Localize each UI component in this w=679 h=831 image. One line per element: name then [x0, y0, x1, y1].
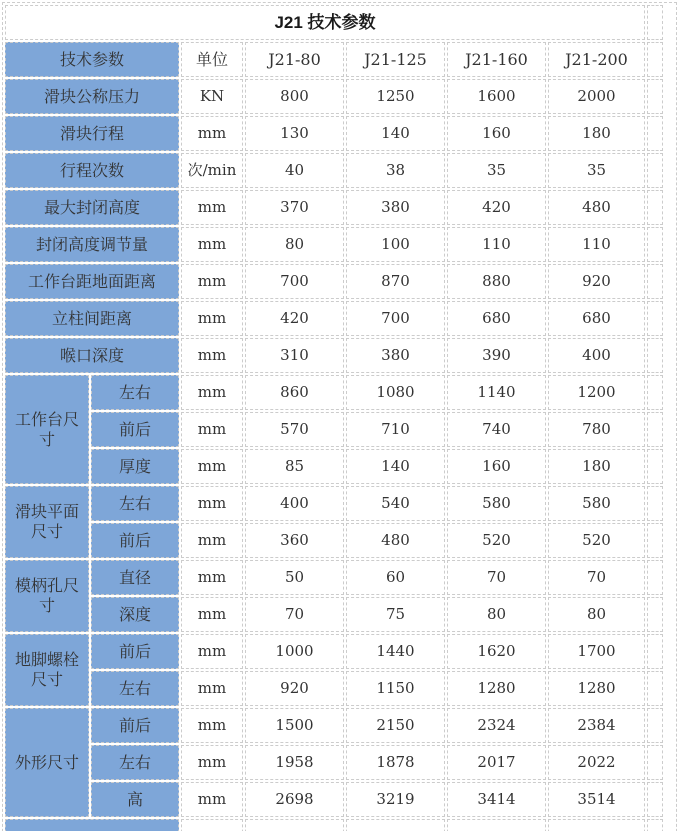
table-row — [5, 338, 663, 373]
value-cell: 480 — [548, 190, 645, 225]
value-cell: 1280 — [447, 671, 546, 706]
sub-label-cell: 左右 — [91, 671, 179, 706]
value-cell: 180 — [548, 116, 645, 151]
value-cell: 100 — [346, 227, 445, 262]
unit-cell: mm — [181, 412, 243, 447]
value-cell — [245, 819, 344, 831]
value-cell: 3414 — [447, 782, 546, 817]
spacer-cell — [647, 745, 663, 780]
param-label-cell: 封闭高度调节量 — [5, 227, 179, 262]
value-cell: 80 — [447, 597, 546, 632]
unit-cell: mm — [181, 597, 243, 632]
value-cell: 920 — [245, 671, 344, 706]
spacer-cell — [647, 449, 663, 484]
table-row — [5, 227, 663, 262]
table-row — [5, 708, 663, 743]
page-title: J21 技术参数 — [5, 5, 645, 40]
table-row — [5, 560, 663, 595]
unit-cell: mm — [181, 486, 243, 521]
value-cell: 35 — [548, 153, 645, 188]
value-cell: 160 — [447, 449, 546, 484]
unit-cell: KN — [181, 79, 243, 114]
sub-label-cell: 前后 — [91, 412, 179, 447]
value-cell: 390 — [447, 338, 546, 373]
unit-cell: mm — [181, 190, 243, 225]
header-model-cell: J21-80 — [245, 42, 344, 77]
value-cell: 60 — [346, 560, 445, 595]
unit-cell: mm — [181, 264, 243, 299]
table-row — [5, 190, 663, 225]
spacer-cell — [647, 190, 663, 225]
value-cell: 75 — [346, 597, 445, 632]
value-cell: 400 — [548, 338, 645, 373]
param-label-cell: 立柱间距离 — [5, 301, 179, 336]
spacer-cell — [647, 79, 663, 114]
sub-label-cell: 厚度 — [91, 449, 179, 484]
param-label-cell: 滑块公称压力 — [5, 79, 179, 114]
value-cell: 360 — [245, 523, 344, 558]
table-row — [5, 782, 663, 817]
sub-label-cell: 左右 — [91, 486, 179, 521]
unit-cell: mm — [181, 708, 243, 743]
value-cell: 370 — [245, 190, 344, 225]
value-cell: 38 — [346, 153, 445, 188]
table-row — [5, 634, 663, 669]
table-row — [5, 153, 663, 188]
value-cell: 1600 — [447, 79, 546, 114]
value-cell: 2150 — [346, 708, 445, 743]
spacer-cell — [647, 634, 663, 669]
value-cell: 740 — [447, 412, 546, 447]
group-label-cell: 滑块平面尺寸 — [5, 486, 89, 558]
unit-cell: mm — [181, 375, 243, 410]
unit-cell: mm — [181, 301, 243, 336]
table-row — [5, 412, 663, 447]
group-label-cell: 模柄孔尺寸 — [5, 560, 89, 632]
value-cell: 380 — [346, 338, 445, 373]
partial-label-cell — [5, 819, 179, 831]
unit-cell: mm — [181, 116, 243, 151]
value-cell: 570 — [245, 412, 344, 447]
sub-label-cell: 前后 — [91, 523, 179, 558]
spacer-cell — [647, 116, 663, 151]
param-label-cell: 工作台距地面距离 — [5, 264, 179, 299]
spec-table — [3, 3, 665, 831]
value-cell — [346, 819, 445, 831]
value-cell: 140 — [346, 449, 445, 484]
header-model-cell: J21-125 — [346, 42, 445, 77]
param-label-cell: 滑块行程 — [5, 116, 179, 151]
value-cell: 80 — [548, 597, 645, 632]
value-cell: 1250 — [346, 79, 445, 114]
header-model-cell: J21-200 — [548, 42, 645, 77]
group-label-cell: 外形尺寸 — [5, 708, 89, 817]
group-label-cell: 工作台尺寸 — [5, 375, 89, 484]
spacer-cell — [647, 153, 663, 188]
unit-cell: mm — [181, 634, 243, 669]
value-cell: 50 — [245, 560, 344, 595]
table-row — [5, 449, 663, 484]
value-cell: 80 — [245, 227, 344, 262]
unit-cell: mm — [181, 523, 243, 558]
value-cell: 2017 — [447, 745, 546, 780]
header-row — [5, 42, 663, 77]
spacer-cell — [647, 523, 663, 558]
value-cell: 3514 — [548, 782, 645, 817]
spacer-cell — [647, 412, 663, 447]
table-row — [5, 486, 663, 521]
partial-row — [5, 819, 663, 831]
value-cell: 2698 — [245, 782, 344, 817]
sub-label-cell: 左右 — [91, 745, 179, 780]
value-cell: 1080 — [346, 375, 445, 410]
unit-cell: mm — [181, 338, 243, 373]
value-cell: 480 — [346, 523, 445, 558]
spacer-cell — [647, 671, 663, 706]
spacer-cell — [647, 301, 663, 336]
table-outer-border — [2, 2, 677, 831]
value-cell: 180 — [548, 449, 645, 484]
value-cell: 1000 — [245, 634, 344, 669]
unit-cell — [181, 819, 243, 831]
value-cell: 420 — [447, 190, 546, 225]
value-cell: 110 — [447, 227, 546, 262]
table-row — [5, 671, 663, 706]
spacer-cell — [647, 708, 663, 743]
param-label-cell: 最大封闭高度 — [5, 190, 179, 225]
value-cell: 35 — [447, 153, 546, 188]
value-cell — [548, 819, 645, 831]
spacer-cell — [647, 560, 663, 595]
value-cell: 1958 — [245, 745, 344, 780]
value-cell: 70 — [548, 560, 645, 595]
value-cell: 1620 — [447, 634, 546, 669]
title-row — [5, 5, 663, 40]
table-row — [5, 264, 663, 299]
value-cell: 800 — [245, 79, 344, 114]
value-cell: 680 — [447, 301, 546, 336]
table-row — [5, 375, 663, 410]
value-cell: 2000 — [548, 79, 645, 114]
value-cell: 1150 — [346, 671, 445, 706]
group-label-cell: 地脚螺栓尺寸 — [5, 634, 89, 706]
value-cell: 140 — [346, 116, 445, 151]
sub-label-cell: 深度 — [91, 597, 179, 632]
spacer-cell — [647, 338, 663, 373]
table-row — [5, 597, 663, 632]
header-unit-cell: 单位 — [181, 42, 243, 77]
table-row — [5, 523, 663, 558]
value-cell: 780 — [548, 412, 645, 447]
value-cell: 40 — [245, 153, 344, 188]
value-cell: 520 — [548, 523, 645, 558]
value-cell: 160 — [447, 116, 546, 151]
spacer-cell — [647, 264, 663, 299]
spacer-cell — [647, 486, 663, 521]
header-param-cell: 技术参数 — [5, 42, 179, 77]
spacer-cell — [647, 5, 663, 40]
value-cell: 680 — [548, 301, 645, 336]
value-cell: 380 — [346, 190, 445, 225]
table-row — [5, 301, 663, 336]
value-cell: 1440 — [346, 634, 445, 669]
value-cell: 1878 — [346, 745, 445, 780]
value-cell: 1500 — [245, 708, 344, 743]
unit-cell: mm — [181, 671, 243, 706]
table-row — [5, 116, 663, 151]
spacer-cell — [647, 782, 663, 817]
unit-cell: mm — [181, 227, 243, 262]
unit-cell: mm — [181, 745, 243, 780]
value-cell: 85 — [245, 449, 344, 484]
unit-cell: 次/min — [181, 153, 243, 188]
value-cell: 2384 — [548, 708, 645, 743]
value-cell: 310 — [245, 338, 344, 373]
sub-label-cell: 前后 — [91, 708, 179, 743]
table-body — [5, 79, 663, 831]
value-cell: 710 — [346, 412, 445, 447]
value-cell: 70 — [447, 560, 546, 595]
spacer-cell — [647, 375, 663, 410]
value-cell: 420 — [245, 301, 344, 336]
value-cell: 400 — [245, 486, 344, 521]
unit-cell: mm — [181, 560, 243, 595]
value-cell: 700 — [346, 301, 445, 336]
value-cell: 3219 — [346, 782, 445, 817]
value-cell: 110 — [548, 227, 645, 262]
param-label-cell: 行程次数 — [5, 153, 179, 188]
value-cell: 870 — [346, 264, 445, 299]
spacer-cell — [647, 597, 663, 632]
table-row — [5, 745, 663, 780]
sub-label-cell: 高 — [91, 782, 179, 817]
header-model-cell: J21-160 — [447, 42, 546, 77]
value-cell: 2324 — [447, 708, 546, 743]
unit-cell: mm — [181, 449, 243, 484]
value-cell: 920 — [548, 264, 645, 299]
value-cell: 1700 — [548, 634, 645, 669]
value-cell: 520 — [447, 523, 546, 558]
sub-label-cell: 左右 — [91, 375, 179, 410]
value-cell: 70 — [245, 597, 344, 632]
param-label-cell: 喉口深度 — [5, 338, 179, 373]
value-cell: 540 — [346, 486, 445, 521]
value-cell: 1200 — [548, 375, 645, 410]
spacer-cell — [647, 42, 663, 77]
unit-cell: mm — [181, 782, 243, 817]
value-cell: 1280 — [548, 671, 645, 706]
value-cell — [447, 819, 546, 831]
value-cell: 860 — [245, 375, 344, 410]
value-cell: 580 — [447, 486, 546, 521]
sub-label-cell: 前后 — [91, 634, 179, 669]
value-cell: 130 — [245, 116, 344, 151]
value-cell: 2022 — [548, 745, 645, 780]
spacer-cell — [647, 819, 663, 831]
value-cell: 700 — [245, 264, 344, 299]
sub-label-cell: 直径 — [91, 560, 179, 595]
value-cell: 880 — [447, 264, 546, 299]
spacer-cell — [647, 227, 663, 262]
table-row — [5, 79, 663, 114]
value-cell: 580 — [548, 486, 645, 521]
value-cell: 1140 — [447, 375, 546, 410]
